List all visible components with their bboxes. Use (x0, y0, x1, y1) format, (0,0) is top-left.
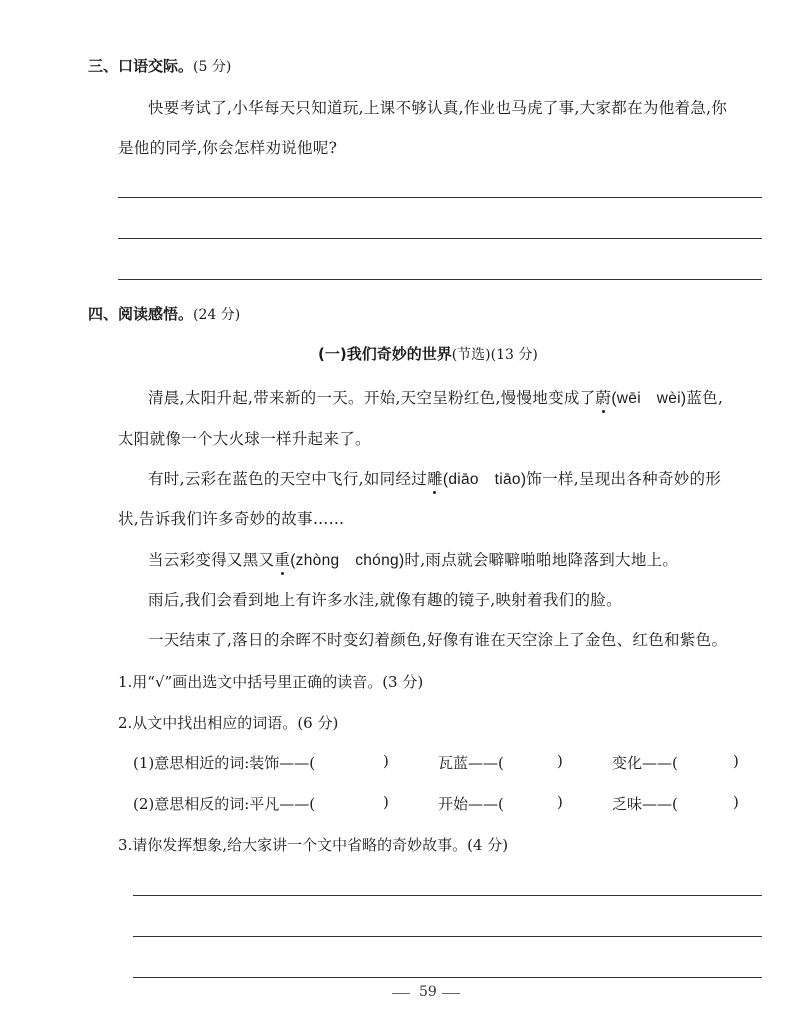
q2-row-2-close-2: ) (557, 793, 563, 811)
footer-dash-left (392, 993, 410, 994)
answer-line (133, 977, 762, 978)
answer-line (118, 238, 762, 239)
q2-row-1-close-3: ) (733, 752, 739, 770)
answer-line (133, 895, 762, 896)
section-3-score: (5 分) (193, 59, 232, 75)
p2a-post: 饰一样,呈现出各种奇妙的形 (526, 470, 722, 488)
q2-row-2-close-1: ) (383, 793, 389, 811)
p2a-char: 雕 (427, 470, 443, 488)
q2-row-1-item-3: 变化——( (612, 754, 678, 772)
passage-score: (13 分) (490, 347, 538, 363)
q2-row-1-close-2: ) (557, 752, 563, 770)
q2-row-2-item-2: 开始——( (438, 795, 504, 813)
footer-dash-right (442, 993, 460, 994)
question-2: 2.从文中找出相应的词语。(6 分) (118, 714, 339, 732)
page-number: 59 (419, 984, 437, 1000)
passage-paragraph-1-line-2: 太阳就像一个大火球一样升起来了。 (118, 430, 371, 448)
section-4-title (88, 303, 240, 324)
q2-row-2-item-3: 乏味——( (612, 795, 678, 813)
q2-row-2-close-3: ) (733, 793, 739, 811)
passage-paragraph-4: 雨后,我们会看到地上有许多水洼,就像有趣的镜子,映射着我们的脸。 (148, 591, 622, 609)
p1a-pre: 清晨,太阳升起,带来新的一天。开始,天空呈粉红色,慢慢地变成了 (148, 389, 596, 407)
section-4-title-text: 四、阅读感悟。 (88, 305, 194, 323)
answer-line (118, 197, 762, 198)
p1a-pinyin: (wēi wèi) (611, 390, 687, 407)
passage-paragraph-5: 一天结束了,落日的余晖不时变幻着颜色,好像有谁在天空涂上了金色、红色和紫色。 (148, 631, 728, 649)
q2-row-1-close-1: ) (383, 752, 389, 770)
question-3: 3.请你发挥想象,给大家讲一个文中省略的奇妙故事。(4 分) (118, 836, 509, 854)
p3-pinyin: (zhòng chóng) (290, 552, 405, 569)
section-4-score: (24 分) (193, 307, 241, 323)
p3-pre: 当云彩变得又黑又 (148, 551, 275, 569)
p1a-char: 蔚 (595, 389, 612, 407)
section-3-prompt-line-2: 是他的同学,你会怎样劝说他呢? (118, 139, 338, 157)
question-1: 1.用“√”画出选文中括号里正确的读音。(3 分) (118, 673, 424, 691)
passage-paragraph-3 (148, 548, 678, 570)
section-3-title-text: 三、口语交际。 (88, 57, 194, 75)
passage-paragraph-1-line-1 (148, 386, 723, 408)
p3-post: 时,雨点就会噼噼啪啪地降落到大地上。 (404, 551, 679, 569)
passage-title (318, 343, 538, 364)
passage-paragraph-2-line-1 (148, 467, 721, 489)
passage-title-text: (一)我们奇妙的世界 (318, 345, 452, 363)
p2a-pre: 有时,云彩在蓝色的天空中飞行,如同经过 (148, 470, 428, 488)
q2-row-2-label: (2)意思相反的词:平凡——( (133, 795, 316, 813)
q2-row-1-item-2: 瓦蓝——( (438, 754, 504, 772)
q2-row-1-label: (1)意思相近的词:装饰——( (133, 754, 316, 772)
p3-char: 重 (274, 551, 291, 569)
section-3-prompt-line-1: 快要考试了,小华每天只知道玩,上课不够认真,作业也马虎了事,大家都在为他着急,你 (148, 99, 728, 117)
answer-line (133, 936, 762, 937)
passage-paragraph-2-line-2: 状,告诉我们许多奇妙的故事…… (118, 510, 345, 528)
p1a-post: 蓝色, (686, 389, 724, 407)
p2a-pinyin: (diāo tiāo) (442, 471, 527, 488)
passage-note: (节选) (451, 347, 491, 363)
section-3-title (88, 55, 231, 76)
answer-line (118, 279, 762, 280)
